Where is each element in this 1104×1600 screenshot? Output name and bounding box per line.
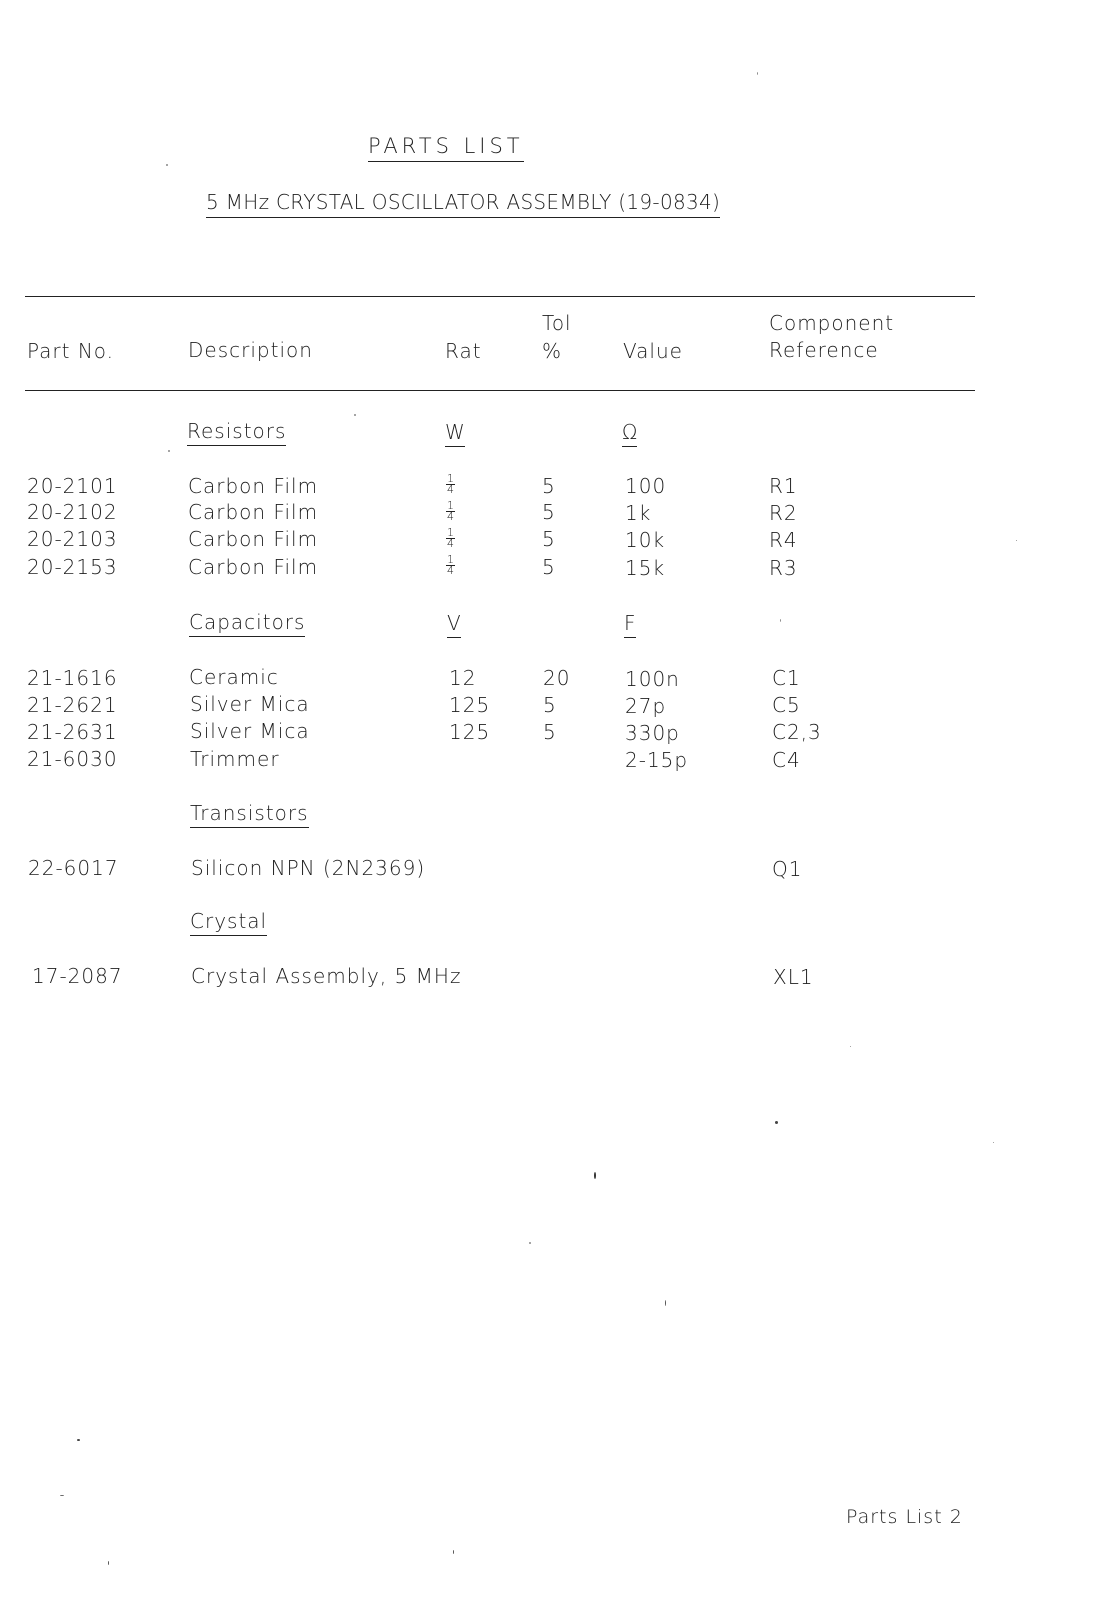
header-tolerance-unit: % [542, 339, 563, 363]
tolerance: 5 [542, 555, 556, 579]
value: 100 [625, 474, 667, 498]
section-title-resistors: Resistors [187, 419, 286, 446]
tolerance: 20 [543, 666, 571, 690]
part-number: 21-2621 [27, 693, 118, 717]
description: Carbon Film [188, 555, 319, 579]
header-rating: Rat [445, 339, 482, 363]
rating-fraction: $\frac{1}{4}$ [447, 499, 454, 523]
rating: 125 [449, 720, 491, 744]
description: Crystal Assembly, 5 MHz [191, 964, 462, 988]
component-reference: C5 [772, 693, 801, 717]
rating-unit-volts: V [447, 611, 461, 638]
component-reference: Q1 [772, 857, 803, 881]
part-number: 21-2631 [27, 720, 118, 744]
component-reference: R1 [769, 474, 798, 498]
part-number: 20-2153 [27, 555, 118, 579]
component-reference: R2 [769, 501, 798, 525]
component-reference: C2,3 [772, 720, 822, 744]
value: 330p [625, 721, 680, 745]
header-tolerance: Tol [542, 311, 572, 335]
table-top-rule [25, 296, 975, 297]
tolerance: 5 [542, 500, 556, 524]
value: 15k [625, 556, 666, 580]
component-reference: R3 [769, 556, 798, 580]
description: Silver Mica [190, 692, 310, 716]
part-number: 20-2101 [27, 474, 118, 498]
part-number: 21-1616 [27, 666, 118, 690]
rating-fraction: $\frac{1}{4}$ [447, 526, 454, 550]
description: Carbon Film [188, 527, 319, 551]
description: Silicon NPN (2N2369) [191, 856, 426, 880]
value: 1k [625, 501, 652, 525]
page-title: PARTS LIST [368, 134, 524, 162]
rating-fraction: $\frac{1}{4}$ [447, 472, 454, 496]
rating-fraction: $\frac{1}{4}$ [447, 553, 454, 577]
page-footer: Parts List 2 [846, 1506, 963, 1528]
description: Trimmer [190, 747, 280, 771]
section-title-crystal: Crystal [190, 909, 267, 936]
part-number: 17-2087 [32, 964, 123, 988]
component-reference: C1 [772, 666, 801, 690]
rating: 125 [449, 693, 491, 717]
description: Ceramic [189, 665, 279, 689]
component-reference: XL1 [773, 965, 814, 989]
header-description: Description [188, 338, 313, 362]
component-reference: R4 [769, 528, 798, 552]
component-reference: C4 [772, 748, 801, 772]
value: 100n [625, 667, 680, 691]
description: Carbon Film [188, 474, 319, 498]
description: Silver Mica [190, 719, 310, 743]
value: 27p [625, 694, 667, 718]
value: 10k [625, 528, 666, 552]
assembly-subtitle: 5 MHz CRYSTAL OSCILLATOR ASSEMBLY (19-0834) [206, 190, 720, 218]
rating: 12 [449, 666, 477, 690]
section-title-transistors: Transistors [190, 801, 309, 828]
description: Carbon Film [188, 500, 319, 524]
header-value: Value [623, 339, 683, 363]
table-header-rule [25, 390, 975, 391]
header-component: Component [769, 311, 895, 335]
value-unit-ohms: Ω [622, 420, 637, 447]
section-title-capacitors: Capacitors [189, 610, 305, 637]
tolerance: 5 [542, 474, 556, 498]
part-number: 21-6030 [27, 747, 118, 771]
header-reference: Reference [769, 338, 879, 362]
header-part-no: Part No. [27, 339, 115, 363]
part-number: 20-2103 [27, 527, 118, 551]
value-unit-farads: F [624, 611, 636, 638]
tolerance: 5 [542, 527, 556, 551]
value: 2-15p [625, 748, 689, 772]
part-number: 20-2102 [27, 500, 118, 524]
tolerance: 5 [543, 720, 557, 744]
tolerance: 5 [543, 693, 557, 717]
part-number: 22-6017 [28, 856, 119, 880]
rating-unit-watts: W [445, 420, 465, 447]
